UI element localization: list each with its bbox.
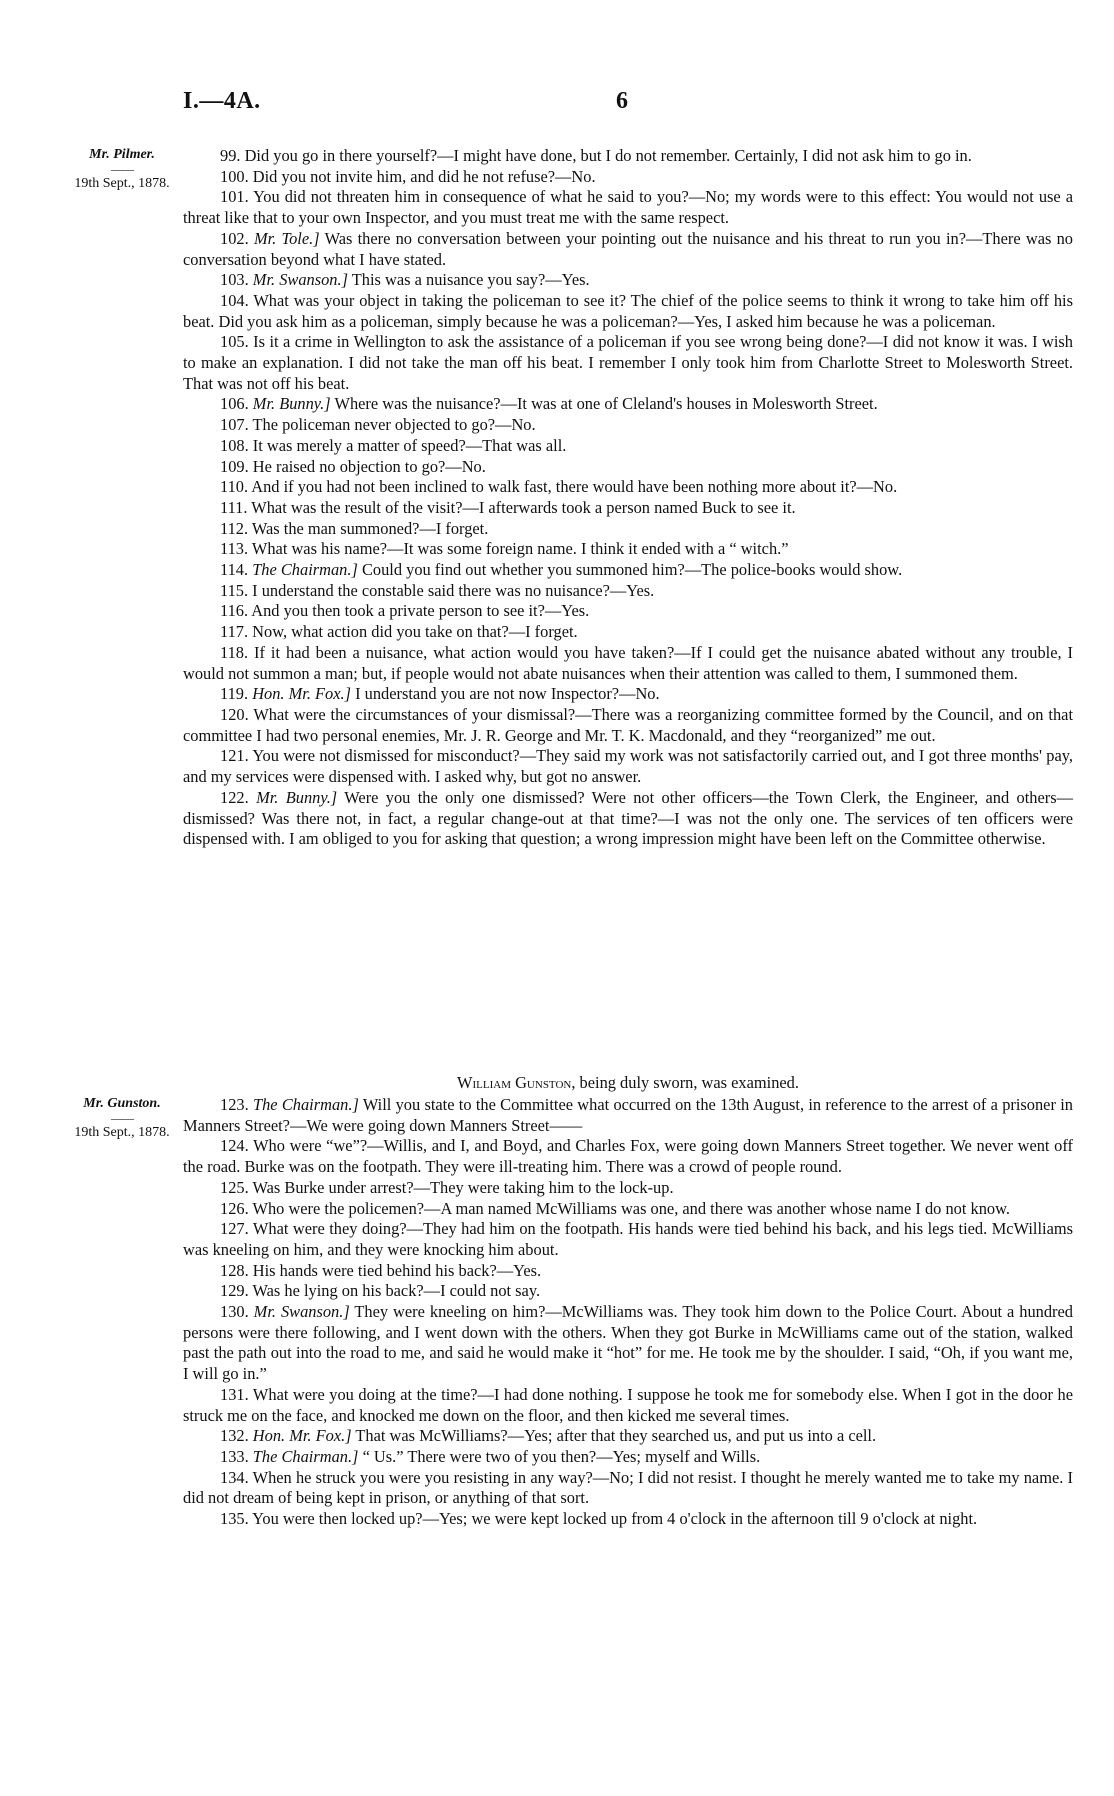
speaker: Hon. Mr. Fox.] [252, 1426, 352, 1446]
evidence-paragraph: 120. What were the circumstances of your dismissal?—There was a reorganizing committee formed by the Council, and on that committee I had two personal enemies, Mr. J. R. George and Mr. T. K. Macdonald, and they “reorganized” me out. [183, 704, 1073, 745]
evidence-paragraph: 131. What were you doing at the time?—I had done nothing. I suppose he took me for somebody else. When I got in the door he struck me on the face, and knocked me down on the floor, and then kicked me several times. [183, 1384, 1073, 1425]
evidence-paragraph: 108. It was merely a matter of speed?—That was all. [220, 435, 567, 455]
evidence-paragraph: 127. What were they doing?—They had him on the footpath. His hands were tied behind his back, and his legs tied. McWilliams was kneeling on him, and they were knocking him about. [183, 1219, 1073, 1259]
witness-name: William Gunston, [457, 1073, 576, 1092]
page-number: 6 [616, 88, 628, 114]
evidence-paragraph: 113. What was his name?—It was some foreign name. I think it ended with a “ witch.” [220, 539, 789, 559]
margin-witness-name: Mr. Gunston. [83, 1096, 161, 1111]
speaker: Mr. Swanson.] [252, 270, 348, 290]
evidence-block-gunston [183, 1095, 1073, 1530]
evidence-paragraph: 109. He raised no objection to go?—No. [220, 456, 486, 476]
margin-dash: —— [111, 162, 133, 176]
evidence-paragraph: 111. What was the result of the visit?—I afterwards took a person named Buck to see it. [220, 497, 796, 517]
speaker: Hon. Mr. Fox.] [252, 684, 351, 704]
evidence-paragraph: 132. Hon. Mr. Fox.] That was McWilliams?—Yes; after that they searched us, and put us into a cell. [220, 1426, 877, 1446]
speaker: The Chairman.] [252, 1446, 359, 1466]
evidence-paragraph: 115. I understand the constable said there was no nuisance?—Yes. [220, 580, 655, 600]
page-header [0, 88, 1114, 118]
evidence-paragraph: 103. Mr. Swanson.] This was a nuisance you say?—Yes. [220, 270, 590, 290]
evidence-paragraph: 130. Mr. Swanson.] They were kneeling on him?—McWilliams was. They took him down to the Police Court. About a hundred persons were there following, and I went down with the others. When they got Burke in McWilliams came out of the station, walked past the path out into the road to me, and said he would make it “hot” for me. He took me by the shoulder. I said, “Oh, if you want me, I will go in.” [183, 1302, 1073, 1384]
speaker: The Chairman.] [252, 1095, 359, 1114]
margin-date: 19th Sept., 1878. [74, 176, 170, 191]
evidence-paragraph: 102. Mr. Tole.] Was there no conversation between your pointing out the nuisance and his threat to run you in?—There was no conversation beyond what I have stated. [183, 228, 1073, 269]
evidence-paragraph: 123. The Chairman.] Will you state to the Committee what occurred on the 13th August, in reference to the arrest of a prisoner in Manners Street?—We were going down Manners Street—— [183, 1095, 1073, 1135]
evidence-paragraph: 135. You were then locked up?—Yes; we were kept locked up from 4 o'clock in the afternoon till 9 o'clock at night. [220, 1509, 978, 1529]
evidence-paragraph: 124. Who were “we”?—Willis, and I, and Boyd, and Charles Fox, were going down Manners Street together. We never went off the road. Burke was on the footpath. They were ill-treating him. There was a crowd of people round. [183, 1136, 1073, 1177]
evidence-paragraph: 121. You were not dismissed for misconduct?—They said my work was not satisfactorily carried out, and I got three months' pay, and my services were dispensed with. I asked why, but got no answer. [183, 746, 1073, 787]
evidence-paragraph: 107. The policeman never objected to go?—No. [220, 415, 536, 435]
evidence-paragraph: 114. The Chairman.] Could you find out whether you summoned him?—The police-books would show. [220, 560, 903, 580]
evidence-paragraph: 106. Mr. Bunny.] Where was the nuisance?—It was at one of Cleland's houses in Molesworth Street. [220, 394, 878, 414]
witness-heading-line: William Gunston, being duly sworn, was examined. [457, 1073, 799, 1092]
speaker: Mr. Swanson.] [253, 1302, 350, 1322]
evidence-paragraph: 122. Mr. Bunny.] Were you the only one dismissed? Were not other officers—the Town Clerk, the Engineer, and others—dismissed? Was there not, in fact, a regular change-out at that time?—I was not the only one. The services of ten officers were dispensed with. I am obliged to you for asking that question; a wrong impression might have been left on the Committee otherwise. [183, 787, 1073, 849]
evidence-paragraph: 104. What was your object in taking the policeman to see it? The chief of the police seems to think it wrong to take him off his beat. Did you ask him as a policeman, simply because he was a policeman?—Yes, I asked him because he was a policeman. [183, 290, 1073, 331]
evidence-paragraph: 105. Is it a crime in Wellington to ask the assistance of a policeman if you see wrong being done?—I did not know it was. I wish to make an explanation. I did not take the man off his beat. I remember I only took him from Charlotte Street to Molesworth Street. That was not off his beat. [183, 332, 1073, 393]
margin-dash: —— [111, 1111, 133, 1125]
evidence-paragraph: 134. When he struck you were you resisting in any way?—No; I did not resist. I thought he merely wanted me to take my name. I did not dream of being kept in prison, or anything of that sort. [183, 1467, 1073, 1508]
evidence-paragraph: 117. Now, what action did you take on that?—I forget. [220, 622, 578, 642]
evidence-paragraph: 119. Hon. Mr. Fox.] I understand you are not now Inspector?—No. [220, 684, 660, 704]
speaker: Mr. Tole.] [253, 228, 320, 248]
speaker: Mr. Bunny.] [256, 787, 338, 807]
evidence-paragraph: 110. And if you had not been inclined to walk fast, there would have been nothing more about it?—No. [220, 477, 898, 497]
evidence-paragraph: 126. Who were the policemen?—A man named McWilliams was one, and there was another whose name I do not know. [220, 1198, 1010, 1218]
evidence-paragraph: 118. If it had been a nuisance, what action would you have taken?—If I could get the nuisance abated without any trouble, I would not summon a man; but, if people would not abate nuisances when their attention was called to them, I summoned them. [183, 642, 1073, 683]
evidence-paragraph: 116. And you then took a private person to see it?—Yes. [220, 601, 590, 621]
evidence-paragraph: 99. Did you go in there yourself?—I might have done, but I do not remember. Certainly, I did not ask him to go in. [220, 146, 972, 165]
margin-date: 19th Sept., 1878. [74, 1125, 170, 1140]
margin-note-gunston [62, 1095, 182, 1141]
document-reference: I.—4A. [183, 88, 261, 114]
evidence-paragraph: 129. Was he lying on his back?—I could not say. [220, 1281, 541, 1301]
witness-heading [183, 1073, 1073, 1094]
evidence-paragraph: 128. His hands were tied behind his back?—Yes. [220, 1260, 542, 1280]
evidence-paragraph: 101. You did not threaten him in consequence of what he said to you?—No; my words were to this effect: You would not use a threat like that to your own Inspector, and you must treat me with the same respect. [183, 187, 1073, 228]
speaker: The Chairman.] [252, 560, 358, 580]
evidence-paragraph: 112. Was the man summoned?—I forget. [220, 518, 489, 538]
evidence-paragraph: 125. Was Burke under arrest?—They were taking him to the lock-up. [220, 1177, 674, 1197]
evidence-paragraph: 100. Did you not invite him, and did he not refuse?—No. [220, 166, 596, 186]
evidence-paragraph: 133. The Chairman.] “ Us.” There were two of you then?—Yes; myself and Wills. [220, 1446, 761, 1466]
speaker: Mr. Bunny.] [252, 394, 331, 414]
margin-note-pilmer [62, 146, 182, 192]
evidence-block-pilmer [183, 146, 1073, 850]
margin-witness-name: Mr. Pilmer. [89, 147, 155, 162]
